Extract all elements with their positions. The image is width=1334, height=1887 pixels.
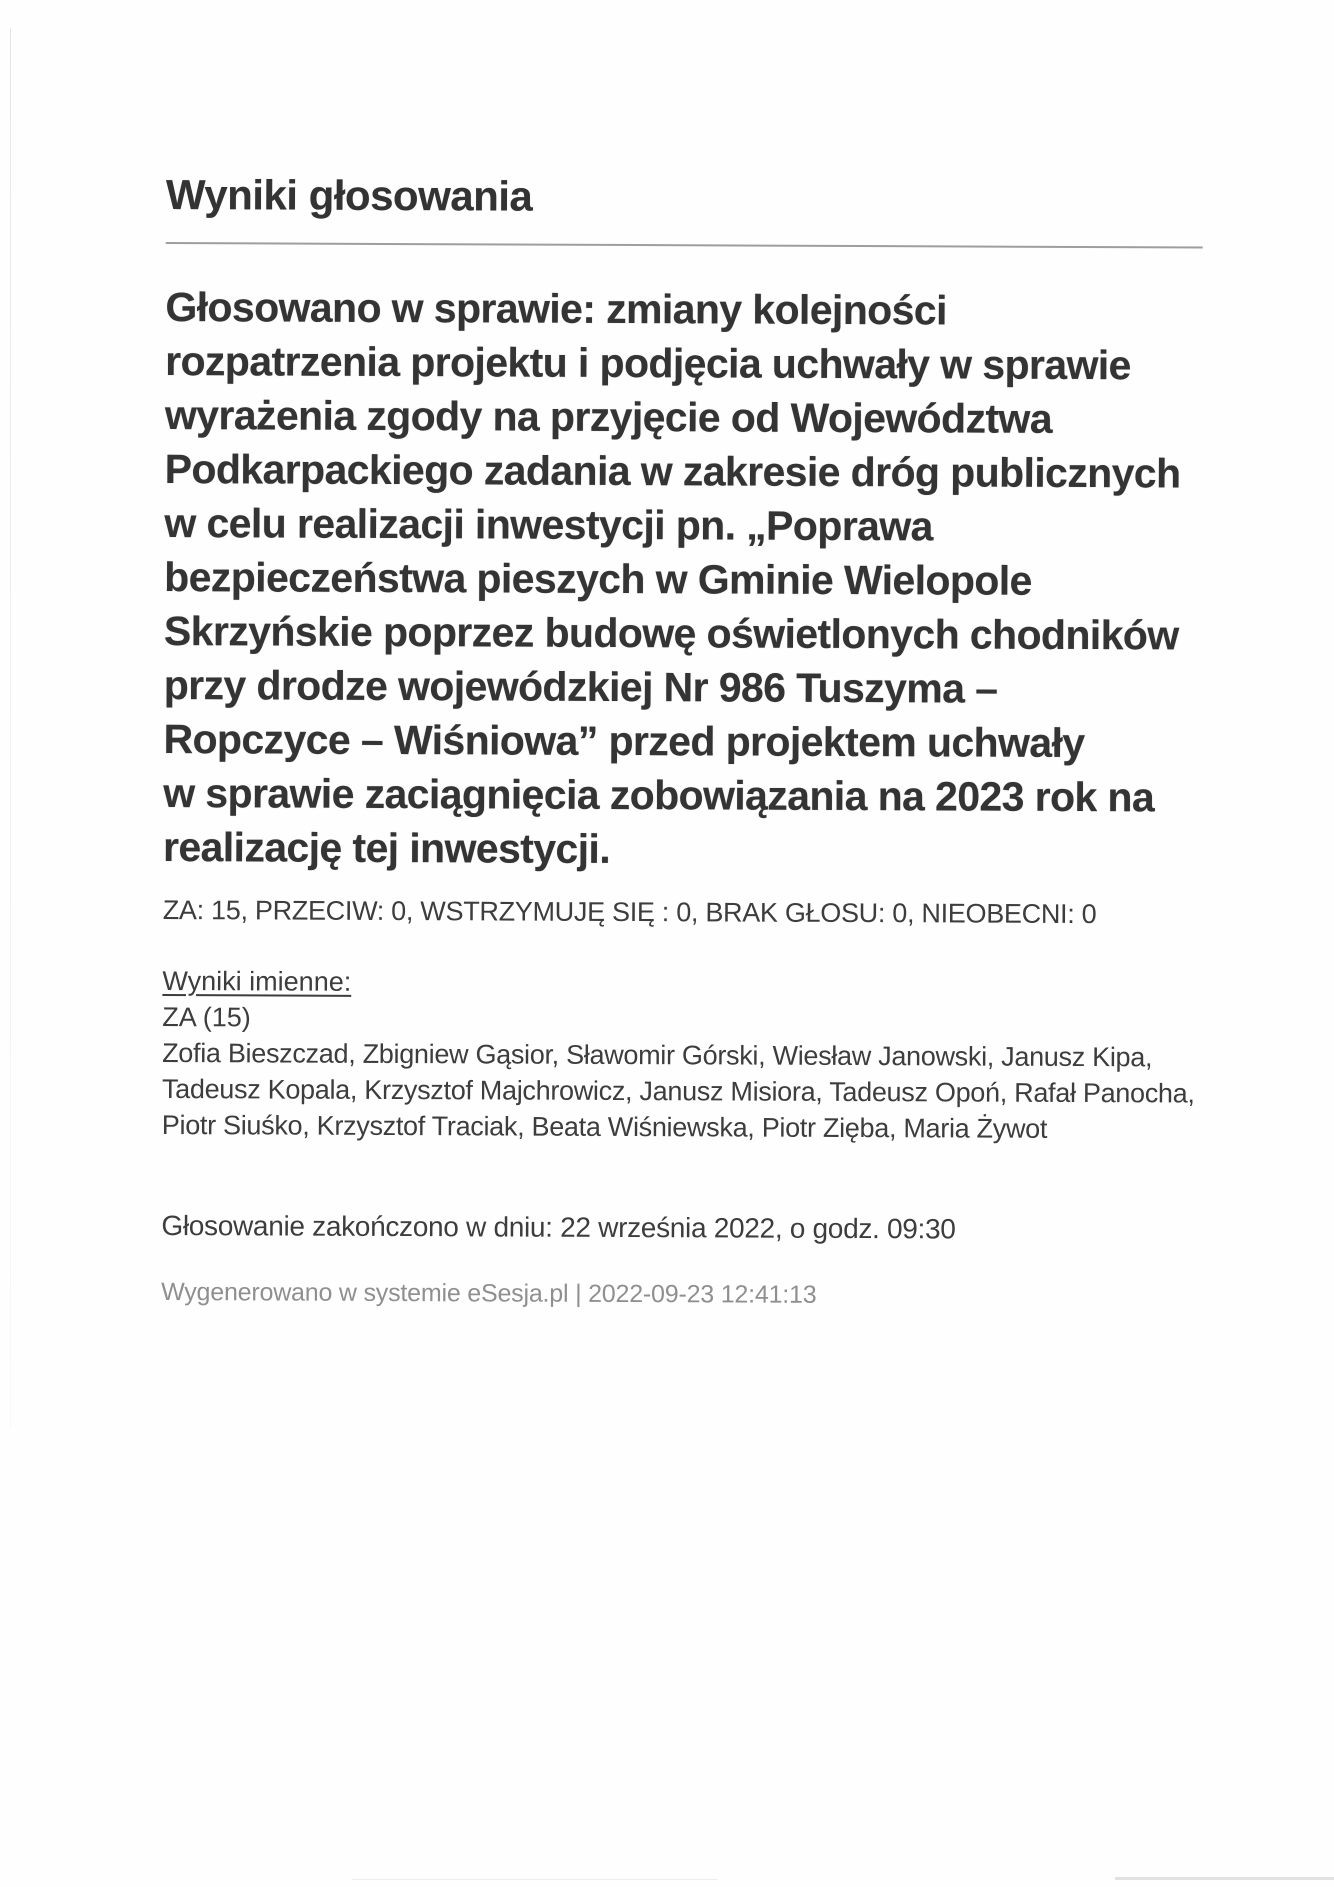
generated-footer-line: Wygenerowano w systemie eSesja.pl | 2022-09-23 12:41:13 bbox=[161, 1277, 817, 1309]
scan-bottom-artifact bbox=[352, 1879, 717, 1880]
document-content bbox=[161, 170, 1206, 1312]
za-group-label: ZA (15) bbox=[162, 1001, 251, 1032]
named-results-heading: Wyniki imienne: bbox=[162, 965, 352, 997]
scan-left-edge-artifact bbox=[10, 28, 11, 1428]
za-voter-names: Zofia Bieszczad, Zbigniew Gąsior, Sławomir Górski, Wiesław Janowski, Janusz Kipa, Tadeusz Kopala, Krzysztof Majchrowicz, Janusz Misiora, Tadeusz Opoń, Rafał Panocha, Piotr Siuśko, Krzysztof Traciak, Beata Wiśniewska, Piotr Zięba, Maria Żywot bbox=[161, 1037, 1195, 1144]
title-divider bbox=[166, 242, 1203, 248]
page-title: Wyniki głosowania bbox=[165, 170, 533, 220]
vote-closed-line: Głosowanie zakończono w dniu: 22 września 2022, o godz. 09:30 bbox=[161, 1209, 956, 1244]
vote-summary-line: ZA: 15, PRZECIW: 0, WSTRZYMUJĘ SIĘ : 0, BRAK GŁOSU: 0, NIEOBECNI: 0 bbox=[162, 894, 1097, 929]
vote-subject-paragraph: Głosowano w sprawie: zmiany kolejności rozpatrzenia projektu i podjęcia uchwały w sprawie wyrażenia zgody na przyjęcie od Województwa Podkarpackiego zadania w zakresie dróg publicznych w celu realizacji inwestycji pn. „Poprawa bezpieczeństwa pieszych w Gminie Wielopole Skrzyńskie poprzez budowę oświetlonych chodników przy drodze wojewódzkiej Nr 986 Tuszyma – Ropczyce – Wiśniowa” przed projektem uchwały w sprawie zaciągnięcia zobowiązania na 2023 rok na realizację tej inwestycji. bbox=[162, 283, 1181, 872]
scan-bottom-right-artifact bbox=[1115, 1877, 1334, 1880]
